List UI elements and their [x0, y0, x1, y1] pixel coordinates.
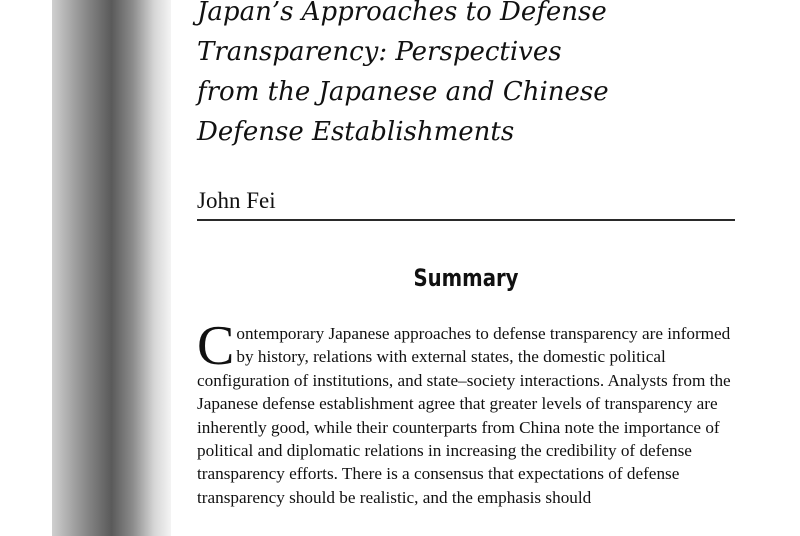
author-name: John Fei [197, 188, 276, 213]
title-divider [197, 219, 735, 221]
summary-text: ontemporary Japanese approaches to defense transparency are informed by history, relations with external states, the domestic political configuration of institutions, and state–society interactions. Analysts from the Japanese defense establishment agree that greater levels of transparency are inherently good, while their counterparts from China note the importance of political and diplomatic relations in increasing the credibility of defense transparency efforts. There is a consensus that expectations of defense transparency should be realistic, and the emphasis should [197, 324, 731, 507]
decorative-gradient-bar [52, 0, 171, 536]
chapter-title: Japan’s Approaches to Defense Transparency: Perspectives from the Japanese and Chinese Defense Establishments [197, 0, 609, 147]
summary-heading: Summary [413, 264, 519, 292]
summary-paragraph [197, 315, 737, 509]
drop-cap-letter: C [197, 315, 235, 377]
